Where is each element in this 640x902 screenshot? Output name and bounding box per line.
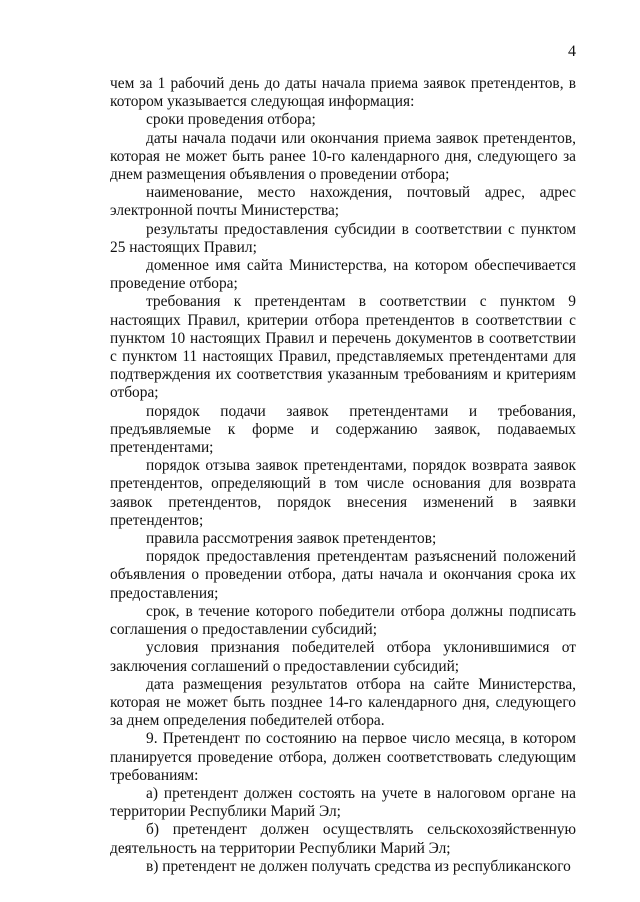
paragraph: порядок подачи заявок претендентами и требования, предъявляемые к форме и содержанию заявок, подаваемых претендентами; bbox=[110, 402, 576, 457]
paragraph: требования к претендентам в соответствии с пунктом 9 настоящих Правил, критерии отбора претендентов в соответствии с пунктом 10 настоящих Правил и перечень документов в соответствии с пунктом 11 настоящих Правил, представляемых претендентами для подтверждения их соответствия указанным требованиям и критериям отбора; bbox=[110, 293, 576, 402]
paragraph: порядок предоставления претендентам разъяснений положений объявления о проведении отбора, даты начала и окончания срока их предоставления; bbox=[110, 548, 576, 602]
paragraph: чем за 1 рабочий день до даты начала приема заявок претендентов, в котором указывается следующая информация: bbox=[110, 75, 576, 111]
paragraph: условия признания победителей отбора уклонившимися от заключения соглашений о предоставлении субсидий; bbox=[110, 639, 576, 675]
paragraph: срок, в течение которого победители отбора должны подписать соглашения о предоставлении субсидий; bbox=[110, 602, 576, 639]
paragraph: 9. Претендент по состоянию на первое число месяца, в котором планируется проведение отбора, должен соответствовать следующим требованиям: bbox=[110, 730, 576, 784]
paragraph: даты начала подачи или окончания приема заявок претендентов, которая не может быть ранее 10-го календарного дня, следующего за днем размещения объявления о проведении отбора; bbox=[110, 129, 576, 184]
page-number: 4 bbox=[568, 43, 576, 60]
paragraph: б) претендент должен осуществлять сельскохозяйственную деятельность на территории Республики Марий Эл; bbox=[110, 821, 576, 857]
paragraph: наименование, место нахождения, почтовый адрес, адрес электронной почты Министерства; bbox=[110, 184, 576, 220]
paragraph: дата размещения результатов отбора на сайте Министерства, которая не может быть позднее 14-го календарного дня, следующего за днем определения победителей отбора. bbox=[110, 675, 576, 730]
paragraph: результаты предоставления субсидии в соответствии с пунктом 25 настоящих Правил; bbox=[110, 220, 576, 256]
paragraph: порядок отзыва заявок претендентами, порядок возврата заявок претендентов, определяющий в том числе основания для возврата заявок претендентов, порядок внесения изменений в заявки претендентов; bbox=[110, 457, 576, 529]
paragraph: в) претендент не должен получать средства из республиканского bbox=[146, 857, 571, 875]
paragraph: правила рассмотрения заявок претендентов; bbox=[146, 530, 437, 548]
document-body bbox=[110, 75, 576, 876]
paragraph: доменное имя сайта Министерства, на котором обеспечивается проведение отбора; bbox=[110, 257, 576, 293]
paragraph: сроки проведения отбора; bbox=[146, 111, 316, 129]
paragraph: а) претендент должен состоять на учете в налоговом органе на территории Республики Марий Эл; bbox=[110, 784, 576, 821]
